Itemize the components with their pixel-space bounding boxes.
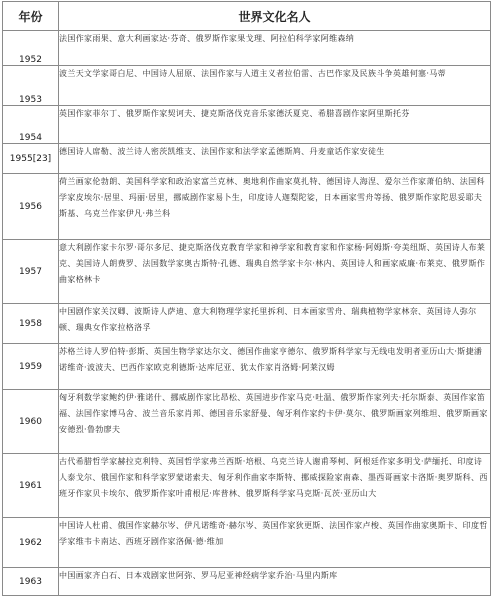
- year-cell: 1954: [3, 106, 59, 144]
- table-row: [3, 106, 491, 144]
- table-row: [3, 344, 491, 390]
- names-cell: 中国诗人杜甫、俄国作家赫尔岑、伊凡诺维奇·赫尔岑、英国作家狄更斯、法国作家卢梭、英国作曲家奥斯卡、印度哲学家维韦卡南达、西班牙剧作家洛佩·德·维加: [59, 518, 491, 568]
- header-names: 世界文化名人: [59, 2, 491, 31]
- year-cell: 1959: [3, 344, 59, 390]
- names-cell: 波兰天文学家哥白尼、中国诗人屈原、法国作家与人道主义者拉伯雷、古巴作家及民族斗争英雄何塞·马蒂: [59, 66, 491, 106]
- year-cell: 1956: [3, 174, 59, 240]
- table-row: [3, 66, 491, 106]
- names-cell: 古代希腊哲学家赫拉克利特、英国哲学家弗兰西斯·培根、乌克兰诗人谢甫琴柯、阿根廷作家多明戈·萨缅托、印度诗人泰戈尔、俄国作家和科学家罗蒙诺索夫、匈牙利作曲家李斯特、挪威探险家南森、墨西哥画家卡洛斯·奥罗斯科、西班牙作家贝卡埃尔、俄罗斯作家叶甫根尼·库普林、俄罗斯科学家马克斯·瓦茨·亚历山大: [59, 454, 491, 518]
- table-row: [3, 174, 491, 240]
- names-cell: 匈牙利数学家鲍约伊·雅诺什、挪威剧作家比昂松、英国进步作家马克·吐温、俄罗斯作家列夫·托尔斯泰、英国作家笛福、法国作家博马舍、波兰音乐家肖邦、德国音乐家舒曼、匈牙利作家约卡伊·莫尔、俄罗斯画家列维坦、俄罗斯画家安德烈·鲁勃廖夫: [59, 390, 491, 454]
- table-row: [3, 390, 491, 454]
- names-cell: 英国作家菲尔丁、俄罗斯作家契诃夫、捷克斯洛伐克音乐家德沃夏克、希腊喜剧作家阿里斯托芬: [59, 106, 491, 144]
- year-cell: 1960: [3, 390, 59, 454]
- year-cell: 1958: [3, 304, 59, 344]
- names-cell: 苏格兰诗人罗伯特·彭斯、英国生物学家达尔文、德国作曲家亨德尔、俄罗斯科学家与无线电发明者亚历山大·斯捷潘诺维奇·波波夫、巴西作家欧克利德斯·达库尼亚、犹太作家肖洛姆·阿莱汉姆: [59, 344, 491, 390]
- culture-figures-table: [2, 1, 491, 596]
- table-row: [3, 518, 491, 568]
- names-cell: 中国画家齐白石、日本戏剧家世阿弥、罗马尼亚神经病学家乔治·马里内斯库: [59, 568, 491, 596]
- year-cell: 1962: [3, 518, 59, 568]
- table-header-row: [3, 2, 491, 31]
- table-row: [3, 454, 491, 518]
- names-cell: 德国诗人席勒、波兰诗人密茨凯维支、法国作家和法学家孟德斯鸠、丹麦童话作家安徒生: [59, 144, 491, 174]
- table-row: [3, 240, 491, 304]
- header-year: 年份: [3, 2, 59, 31]
- names-cell: 意大利剧作家卡尔罗·哥尔多尼、捷克斯洛伐克教育学家和神学家和教育家和作家杨·阿姆斯·夸美纽斯、英国诗人布莱克、美国诗人朗费罗、法国数学家奥古斯特·孔德、瑞典自然学家卡尔·林内、英国诗人和画家威廉·布莱克、俄罗斯作曲家格林卡: [59, 240, 491, 304]
- year-cell: 1961: [3, 454, 59, 518]
- names-cell: 中国剧作家关汉卿、波斯诗人萨迪、意大利物理学家托里拆利、日本画家雪舟、瑞典植物学家林奈、英国诗人弥尔顿、瑞典女作家拉格洛孚: [59, 304, 491, 344]
- table-row: [3, 304, 491, 344]
- table-row: [3, 144, 491, 174]
- year-cell: 1963: [3, 568, 59, 596]
- year-cell: 1953: [3, 66, 59, 106]
- names-cell: 法国作家雨果、意大利画家达·芬奇、俄罗斯作家果戈理、阿拉伯科学家阿维森纳: [59, 31, 491, 66]
- year-cell: 1957: [3, 240, 59, 304]
- year-cell: 1955[23]: [3, 144, 59, 174]
- names-cell: 荷兰画家伦勃朗、美国科学家和政治家富兰克林、奥地利作曲家莫扎特、德国诗人海涅、爱尔兰作家萧伯纳、法国科学家皮埃尔·居里、玛丽·居里，挪威剧作家易卜生，印度诗人迦梨陀娑，日本画家雪舟等扬、俄罗斯作家陀思妥耶夫斯基、乌克兰作家伊凡·弗兰科: [59, 174, 491, 240]
- table-row: [3, 31, 491, 66]
- table-row: [3, 568, 491, 596]
- year-cell: 1952: [3, 31, 59, 66]
